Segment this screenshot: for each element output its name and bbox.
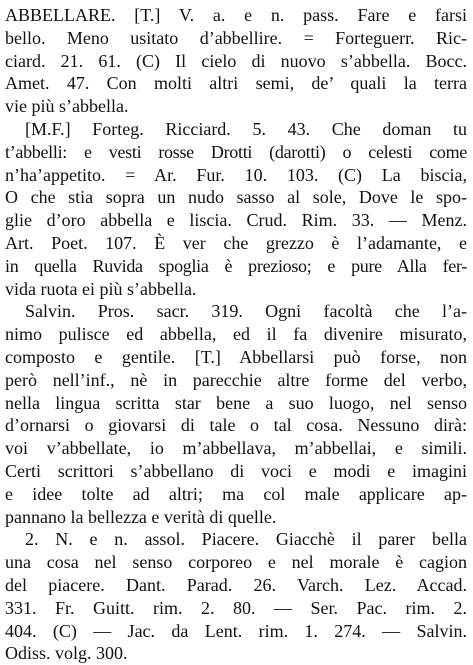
text-line: 331. Fr. Guitt. rim. 2. 80. — Ser. Pac. rim. 2. [5, 597, 467, 618]
text-line: voi v’abbellate, io m’abbellava, m’abbellai, e simili. [5, 438, 467, 459]
text-line: 2. N. e n. assol. Piacere. Giacchè il parer bella [25, 529, 467, 550]
text-line: n’ha’appetito. = Ar. Fur. 10. 103. (C) La biscia, [5, 164, 467, 185]
text-line: però nell’inf., nè in parecchie altre forme del verbo, [5, 369, 467, 390]
text-line: Odiss. volg. 300. [5, 643, 128, 664]
text-line: una cosa nel senso corporeo e nel morale è cagion [5, 552, 467, 573]
text-line: Certi scrittori s’abbellano di voci e modi e imagini [5, 460, 467, 481]
text-line: nella lingua scritta star bene a suo luogo, nel senso [5, 392, 467, 413]
text-line: 404. (C) — Jac. da Lent. rim. 1. 274. — Salvin. [5, 620, 467, 641]
text-line: bello. Meno usitato d’abbellire. = Forteguerr. Ric- [5, 27, 467, 48]
text-line: Art. Poet. 107. È ver che grezzo è l’adamante, e [5, 232, 467, 253]
text-line: composto e gentile. [T.] Abbellarsi può forse, non [5, 346, 467, 367]
text-line: glie d’oro abbella e liscia. Crud. Rim. 33. — Menz. [5, 210, 467, 231]
text-line: ciard. 21. 61. (C) Il cielo di nuovo s’abbella. Bocc. [5, 50, 467, 71]
text-line: nimo pulisce ed abbella, ed il fa divenire misurato, [5, 324, 467, 345]
text-line: Salvin. Pros. sacr. 319. Ogni facoltà che l’a- [25, 301, 467, 322]
text-line: t’abbelli: e vesti rosse Drotti (darotti) o celesti come [5, 141, 467, 162]
text-line: O che stia sopra un nudo sasso al sole, Dove le spo- [5, 187, 467, 208]
text-line: ABBELLARE. [T.] V. a. e n. pass. Fare e farsi [5, 5, 467, 25]
text-line: in quella Ruvida spoglia è prezioso; e pure Alla fer- [5, 255, 467, 276]
text-line: Amet. 47. Con molti altri semi, de’ quali la terra [5, 73, 467, 94]
text-line: vie più s’abbella. [5, 96, 129, 117]
text-line: d’ornarsi o giovarsi di tale o tal cosa. Nessuno dirà: [5, 415, 467, 436]
text-line: e idee tolte ad altri; ma col male applicare ap- [5, 483, 467, 504]
entry-abbellare [5, 4, 467, 665]
text-line: vida ruota ei più s’abbella. [5, 278, 197, 299]
text-line: [M.F.] Forteg. Ricciard. 5. 43. Che doman tu [25, 118, 467, 139]
text-line: del piacere. Dant. Parad. 26. Varch. Lez. Accad. [5, 574, 467, 595]
text-line: pannano la bellezza e verità di quelle. [5, 506, 277, 527]
